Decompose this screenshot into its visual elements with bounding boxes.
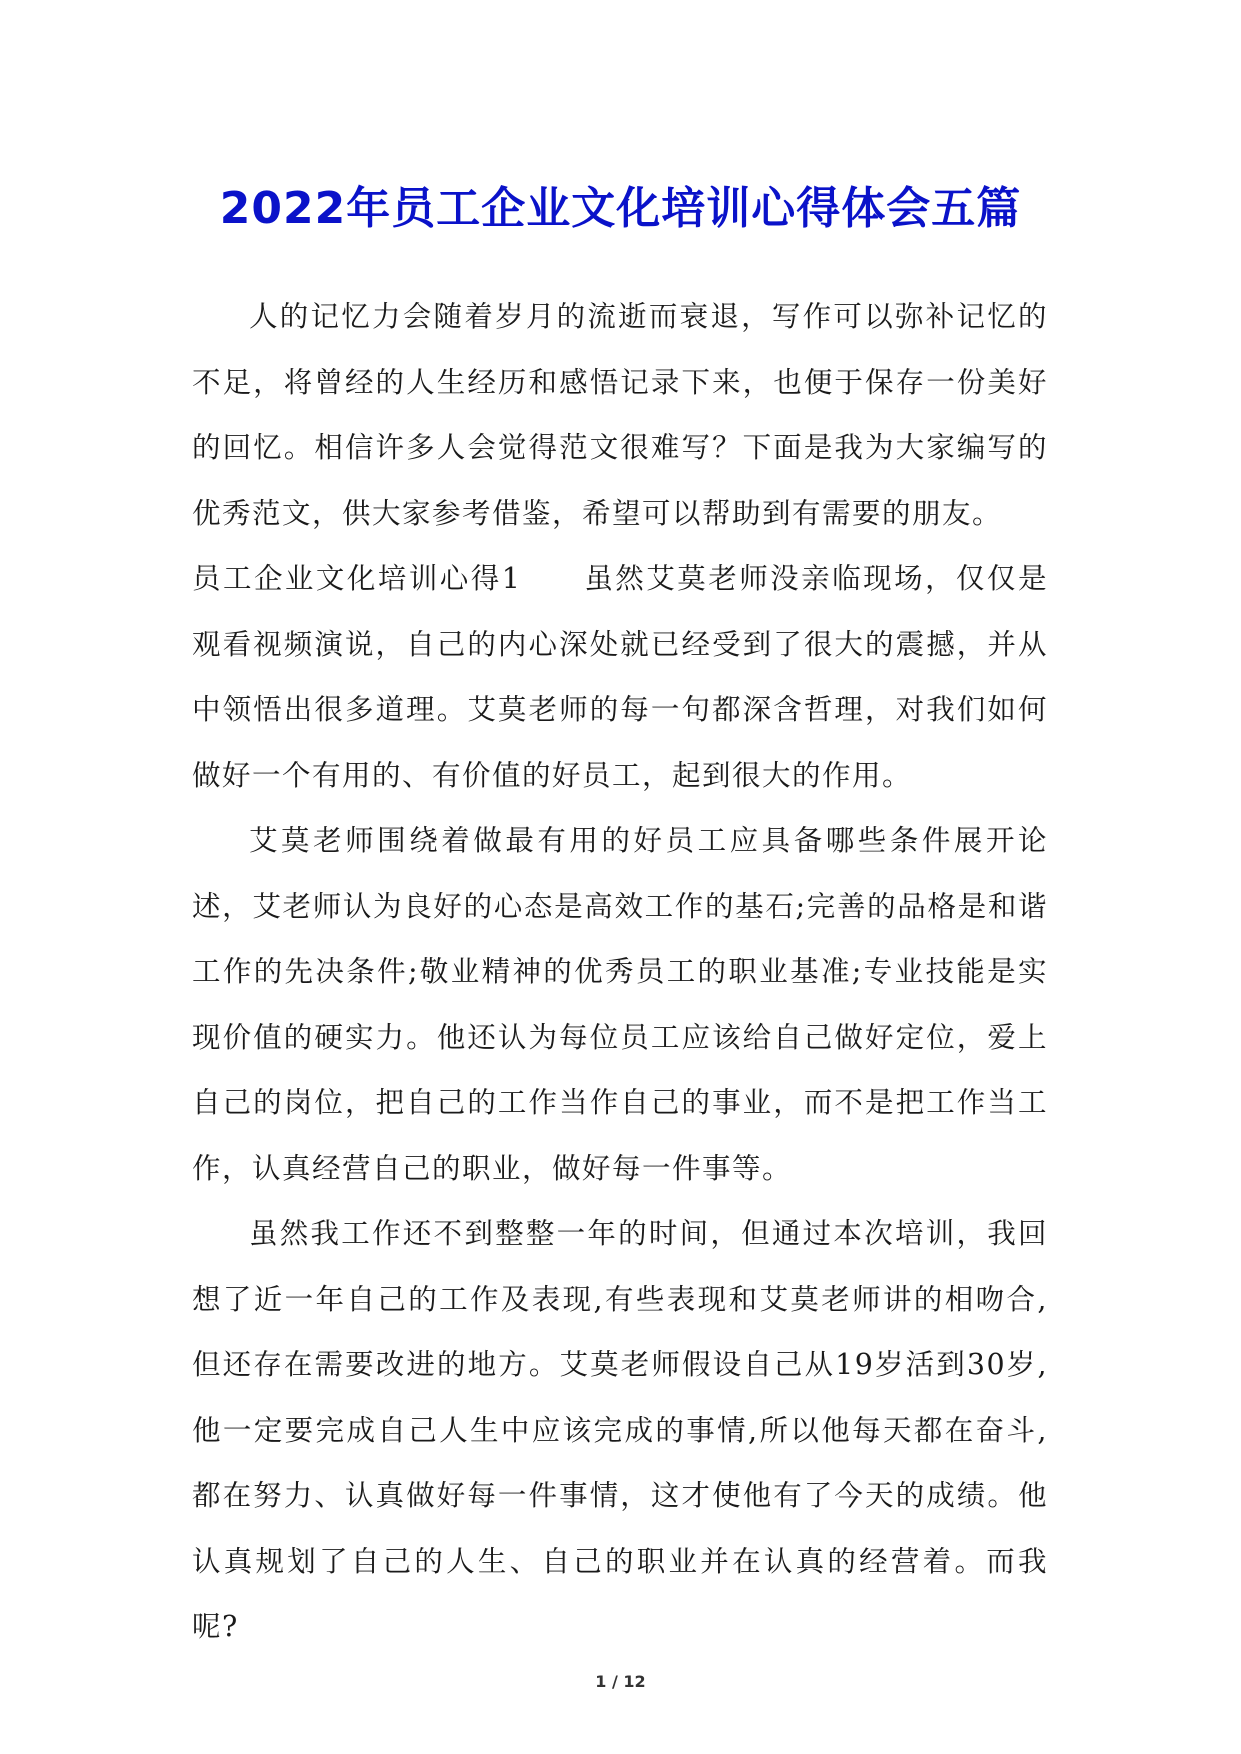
paragraph-speech-summary: 艾莫老师围绕着做最有用的好员工应具备哪些条件展开论述，艾老师认为良好的心态是高效工作的基石;完善的品格是和谐工作的先决条件;敬业精神的优秀员工的职业基准;专业技能是实现价值的硬实力。他还认为每位员工应该给自己做好定位，爱上自己的岗位，把自己的工作当作自己的事业，而不是把工作当工作，认真经营自己的职业，做好每一件事等。	[192, 824, 1048, 1185]
document-body	[192, 284, 1048, 1660]
paragraph-section-1: 员工企业文化培训心得1 虽然艾莫老师没亲临现场，仅仅是观看视频演说，自己的内心深处就已经受到了很大的震撼，并从中领悟出很多道理。艾莫老师的每一句都深含哲理，对我们如何做好一个有用的、有价值的好员工，起到很大的作用。	[192, 562, 1048, 792]
page-number: 1 / 12	[595, 1672, 646, 1691]
document-title: 2022年员工企业文化培训心得体会五篇	[219, 183, 1022, 235]
paragraph-reflection: 虽然我工作还不到整整一年的时间，但通过本次培训，我回想了近一年自己的工作及表现,有些表现和艾莫老师讲的相吻合,但还存在需要改进的地方。艾莫老师假设自己从19岁活到30岁,他一定要完成自己人生中应该完成的事情,所以他每天都在奋斗,都在努力、认真做好每一件事情，这才使他有了今天的成绩。他认真规划了自己的人生、自己的职业并在认真的经营着。而我呢?	[192, 1217, 1048, 1643]
paragraph-intro: 人的记忆力会随着岁月的流逝而衰退，写作可以弥补记忆的不足，将曾经的人生经历和感悟记录下来，也便于保存一份美好的回忆。相信许多人会觉得范文很难写？下面是我为大家编写的优秀范文，供大家参考借鉴，希望可以帮助到有需要的朋友。	[192, 300, 1048, 530]
